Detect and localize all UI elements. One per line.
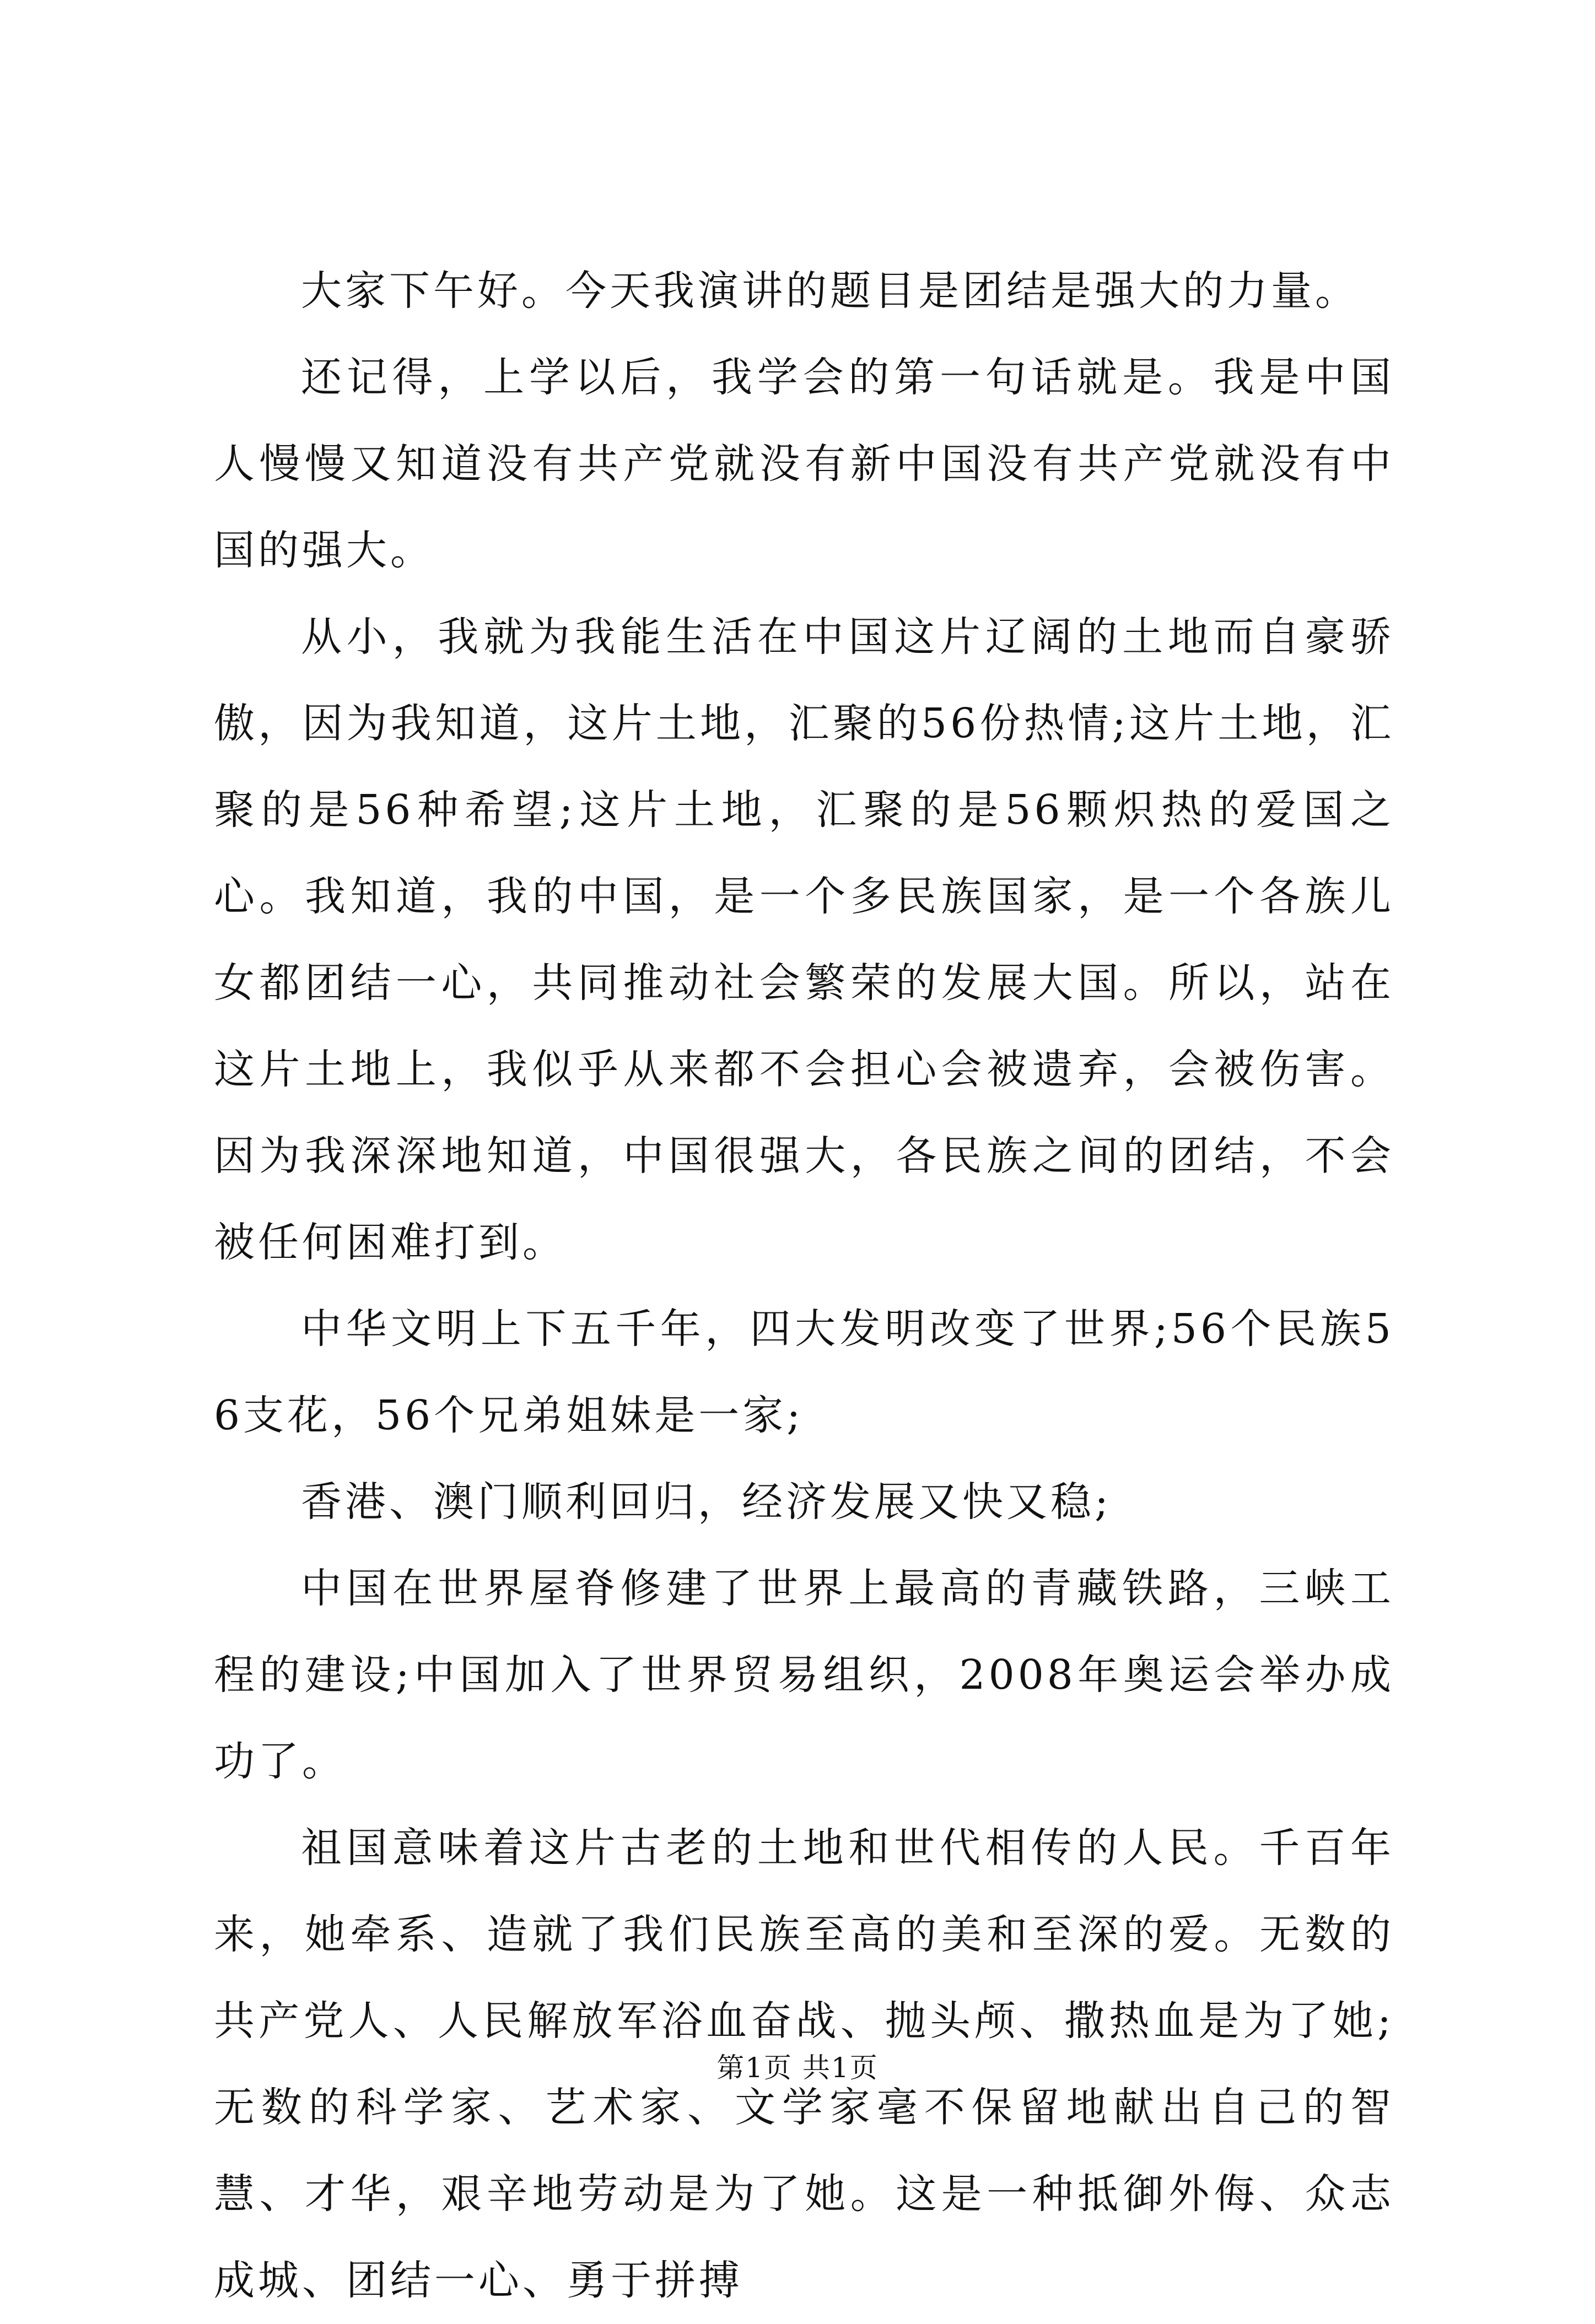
document-body	[214, 248, 1394, 2324]
paragraph-motherland: 祖国意味着这片古老的土地和世代相传的人民。千百年来，她牵系、造就了我们民族至高的美和至深的爱。无数的共产党人、人民解放军浴血奋战、抛头颅、撒热血是为了她;无数的科学家、艺术家、文学家毫不保留地献出自己的智慧、才华，艰辛地劳动是为了她。这是一种抵御外侮、众志成城、团结一心、勇于拼搏	[214, 1824, 1394, 2304]
paragraph-pride-in-land: 从小，我就为我能生活在中国这片辽阔的土地而自豪骄傲，因为我知道，这片土地，汇聚的56份热情;这片土地，汇聚的是56种希望;这片土地，汇聚的是56颗炽热的爱国之心。我知道，我的中国，是一个多民族国家，是一个各族儿女都团结一心，共同推动社会繁荣的发展大国。所以，站在这片土地上，我似乎从来都不会担心会被遗弃，会被伤害。因为我深深地知道，中国很强大，各民族之间的团结，不会被任何困难打到。	[214, 613, 1394, 1266]
paragraph-achievements: 中国在世界屋脊修建了世界上最高的青藏铁路，三峡工程的建设;中国加入了世界贸易组织，2008年奥运会举办成功了。	[214, 1565, 1394, 1785]
paragraph-hongkong-macau: 香港、澳门顺利回归，经济发展又快又稳;	[301, 1478, 1112, 1526]
paragraph-first-words: 还记得，上学以后，我学会的第一句话就是。我是中国人慢慢又知道没有共产党就没有新中国没有共产党就没有中国的强大。	[214, 354, 1394, 574]
page-number-footer: 第1页 共1页	[716, 2052, 879, 2084]
paragraph-greeting: 大家下午好。今天我演讲的题目是团结是强大的力量。	[301, 267, 1359, 315]
paragraph-civilization: 中华文明上下五千年，四大发明改变了世界;56个民族56支花，56个兄弟姐妹是一家;	[214, 1305, 1394, 1439]
